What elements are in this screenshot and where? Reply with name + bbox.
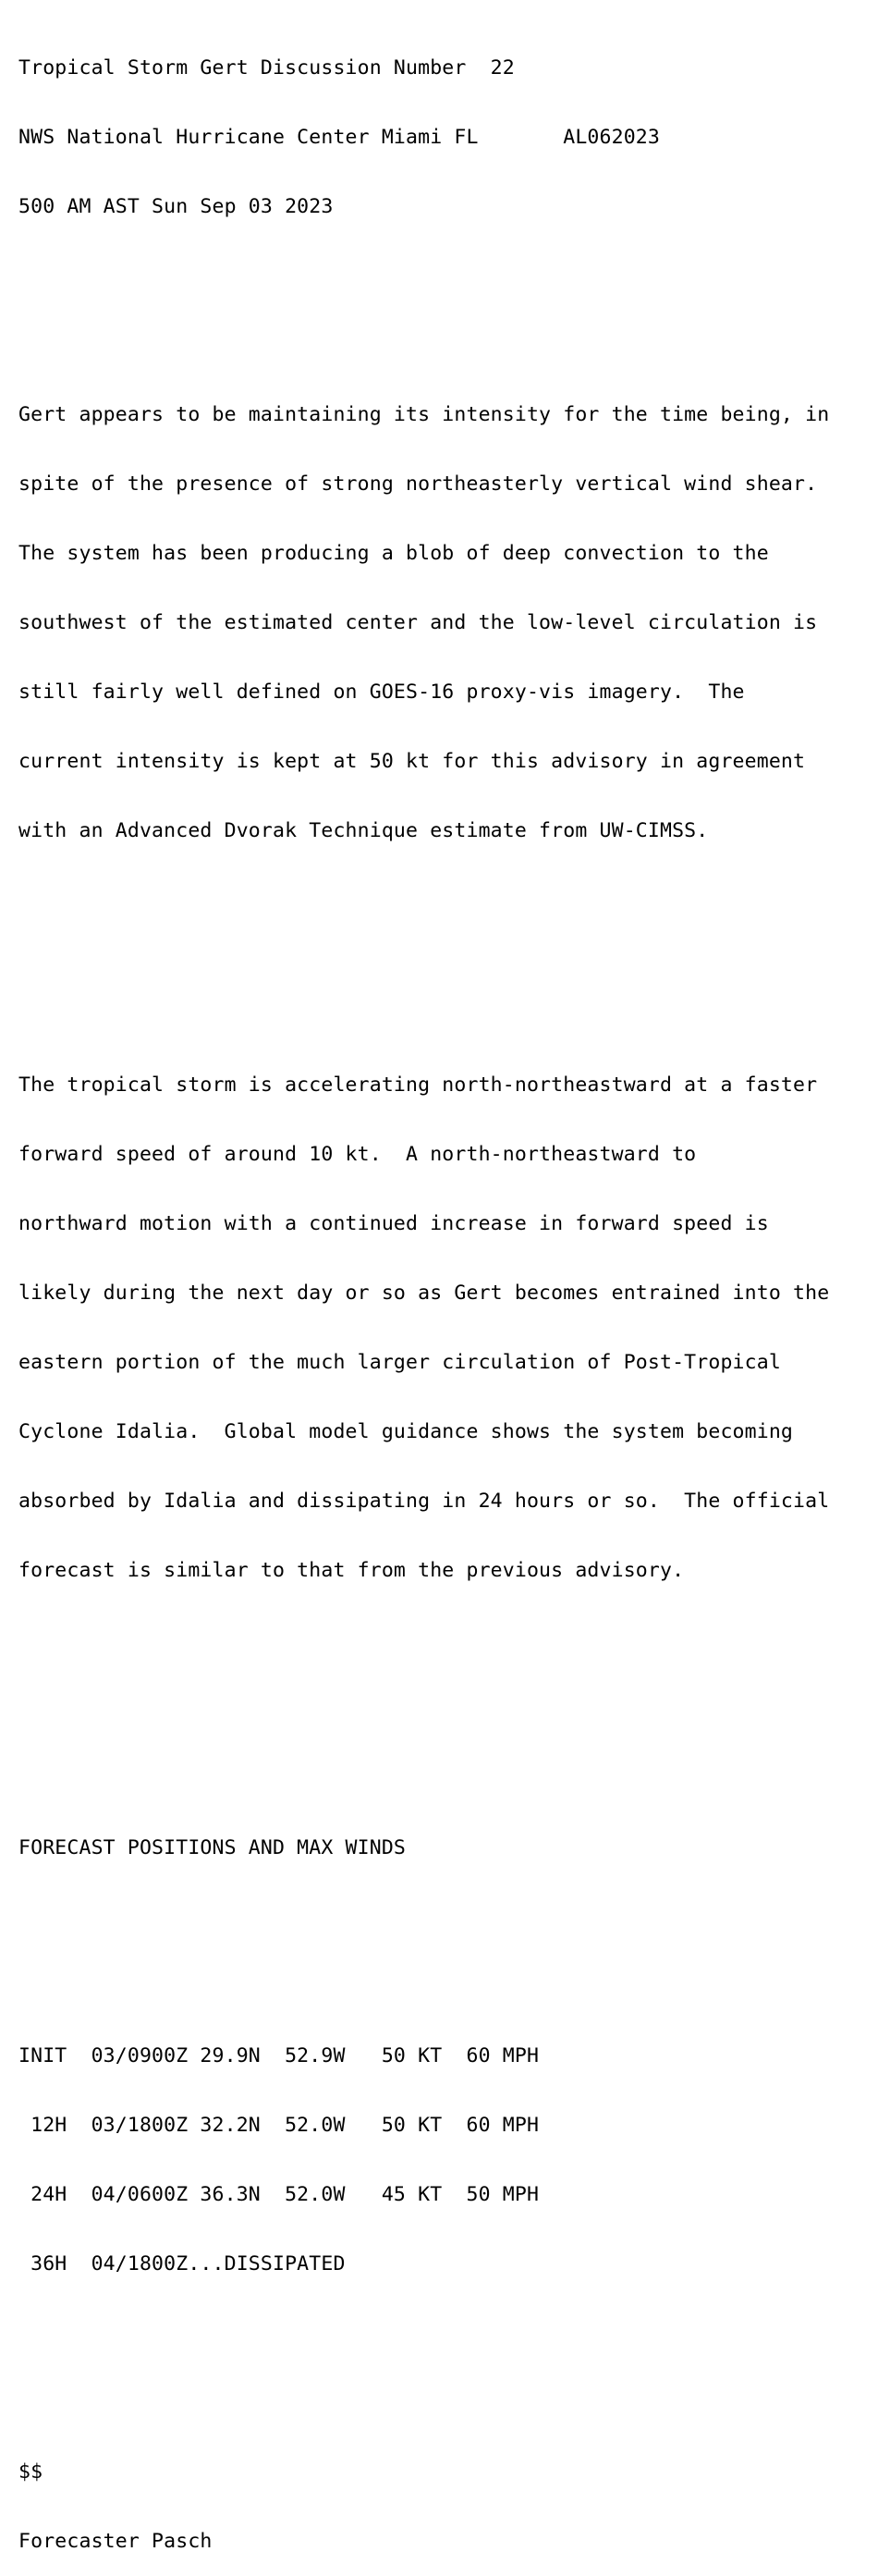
- motion-paragraph: [18, 1027, 878, 1628]
- paragraph-line: Gert appears to be maintaining its intensity for the time being, in: [18, 403, 830, 426]
- paragraph-line: spite of the presence of strong northeasterly vertical wind shear.: [18, 472, 818, 496]
- blank-line: [18, 1744, 878, 1767]
- blank-line: [18, 935, 878, 958]
- forecast-row: INIT 03/0900Z 29.9N 52.9W 50 KT 60 MPH: [18, 2044, 540, 2067]
- paragraph-line: forward speed of around 10 kt. A north-northeastward to: [18, 1143, 697, 1166]
- forecast-row: 36H 04/1800Z...DISSIPATED: [18, 2252, 346, 2275]
- paragraph-line: forecast is similar to that from the previous advisory.: [18, 1559, 685, 1582]
- paragraph-line: northward motion with a continued increase in forward speed is: [18, 1212, 769, 1235]
- blank-line: [18, 264, 878, 288]
- paragraph-line: absorbed by Idalia and dissipating in 24 hours or so. The official: [18, 1490, 830, 1513]
- blank-line: [18, 2368, 878, 2391]
- paragraph-line: southwest of the estimated center and the low-level circulation is: [18, 611, 818, 634]
- paragraph-line: eastern portion of the much larger circulation of Post-Tropical: [18, 1351, 781, 1374]
- forecast-table: [18, 1998, 878, 2322]
- blank-line: [18, 1906, 878, 1929]
- paragraph-line: Cyclone Idalia. Global model guidance shows the system becoming: [18, 1420, 794, 1443]
- intensity-paragraph: [18, 357, 878, 889]
- paragraph-line: still fairly well defined on GOES-16 proxy-vis imagery. The: [18, 681, 745, 704]
- paragraph-line: with an Advanced Dvorak Technique estimate from UW-CIMSS.: [18, 819, 709, 842]
- forecast-row: 24H 04/0600Z 36.3N 52.0W 45 KT 50 MPH: [18, 2183, 540, 2206]
- issue-time: 500 AM AST Sun Sep 03 2023: [18, 195, 334, 218]
- forecaster-name: Forecaster Pasch: [18, 2530, 213, 2553]
- paragraph-line: current intensity is kept at 50 kt for this advisory in agreement: [18, 750, 806, 773]
- product-terminator: $$: [18, 2460, 43, 2484]
- issuing-office: NWS National Hurricane Center Miami FL AL062023: [18, 126, 660, 149]
- paragraph-line: likely during the next day or so as Gert becomes entrained into the: [18, 1282, 830, 1305]
- forecast-row: 12H 03/1800Z 32.2N 52.0W 50 KT 60 MPH: [18, 2114, 540, 2137]
- forecast-heading: FORECAST POSITIONS AND MAX WINDS: [18, 1836, 407, 1859]
- blank-line: [18, 1674, 878, 1698]
- paragraph-line: The tropical storm is accelerating north-northeastward at a faster: [18, 1073, 818, 1097]
- document-title: Tropical Storm Gert Discussion Number 22: [18, 56, 515, 80]
- paragraph-line: The system has been producing a blob of deep convection to the: [18, 542, 769, 565]
